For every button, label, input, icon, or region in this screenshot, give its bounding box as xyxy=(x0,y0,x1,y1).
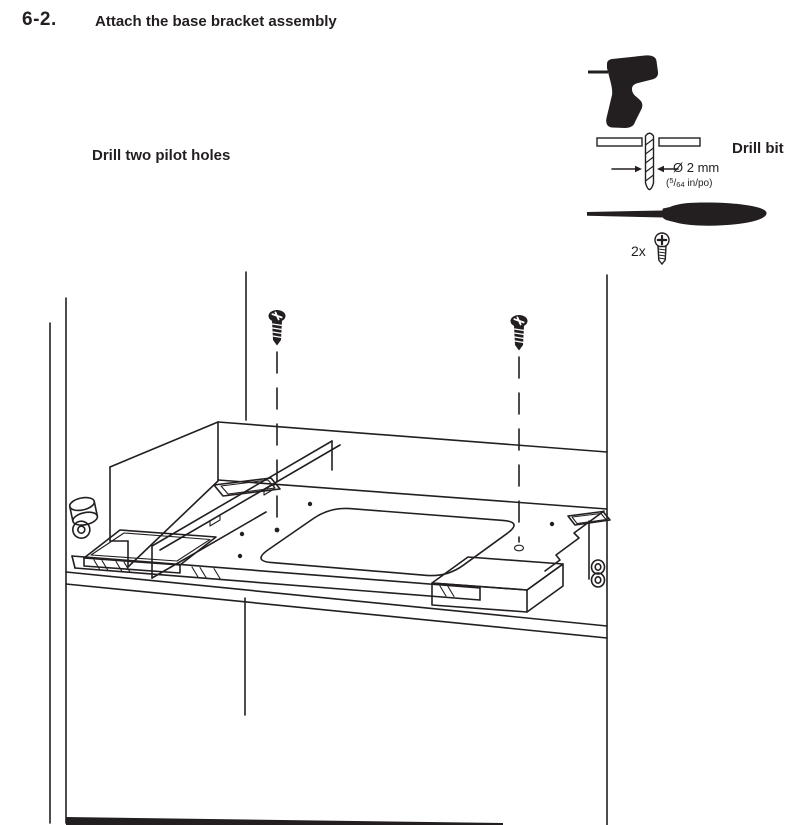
imperial-slash: / xyxy=(673,178,677,189)
drill-bit-label: Drill bit xyxy=(732,140,784,157)
imperial-open: ( xyxy=(666,178,670,189)
base-bracket-assembly xyxy=(72,422,610,612)
imperial-unit: in/po) xyxy=(684,178,713,189)
bit-diameter-imperial xyxy=(666,176,712,189)
hinge-icon xyxy=(67,496,102,540)
step-number: 6-2. xyxy=(22,9,57,30)
left-screw-icon xyxy=(269,310,286,346)
screw-icon xyxy=(655,233,669,264)
drill-icon xyxy=(588,55,658,128)
imperial-denominator: 64 xyxy=(676,180,685,189)
right-screw-icon xyxy=(511,315,528,351)
step-title: Attach the base bracket assembly xyxy=(95,13,337,30)
instruction-label: Drill two pilot holes xyxy=(92,147,231,164)
bit-diameter-metric: Ø 2 mm xyxy=(673,160,720,175)
pilot-holes xyxy=(238,502,554,558)
screw-quantity: 2x xyxy=(631,243,646,259)
screw-guide-lines xyxy=(277,352,519,542)
screwdriver-icon xyxy=(587,203,767,226)
imperial-numerator: 5 xyxy=(669,176,674,185)
cabinet-bottom-edge xyxy=(66,817,503,825)
wall-fastener-icon xyxy=(592,560,605,587)
